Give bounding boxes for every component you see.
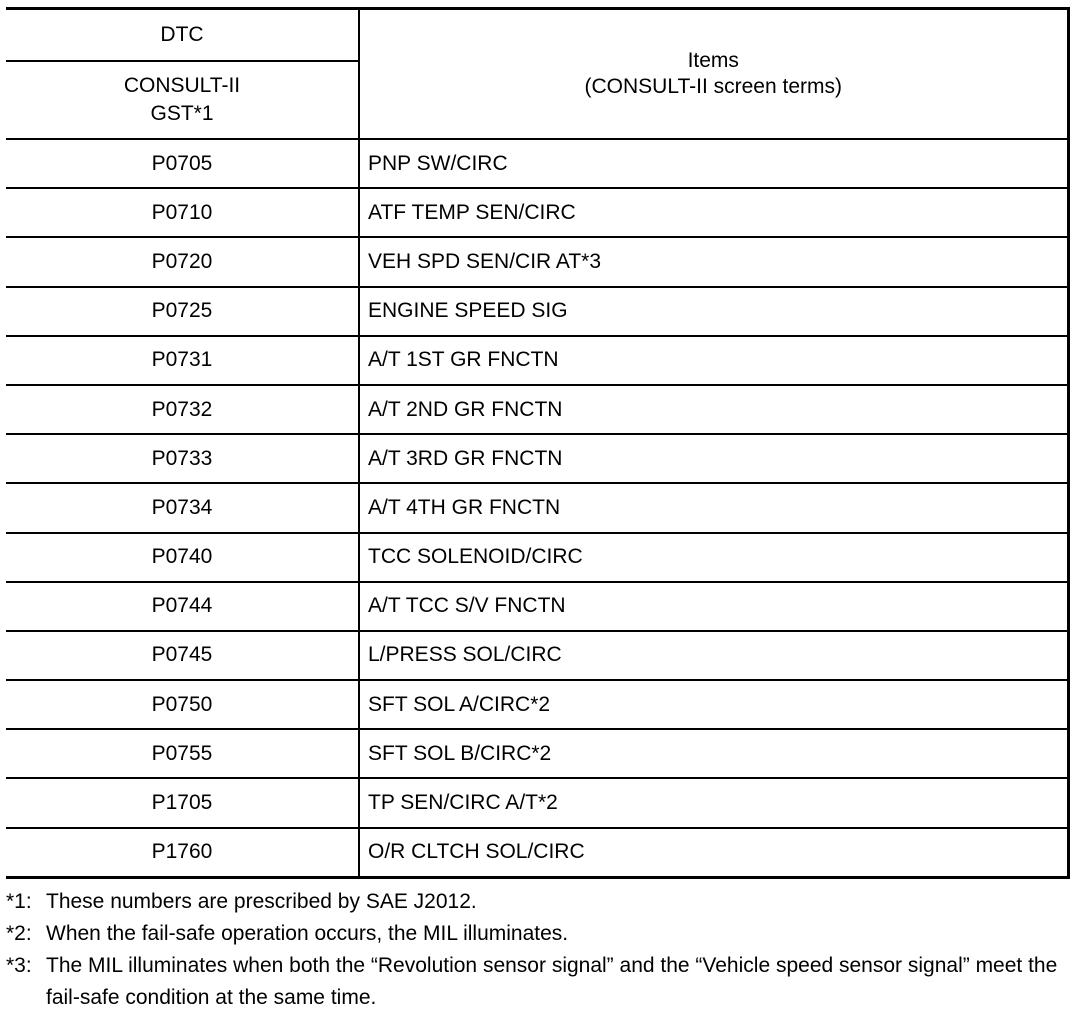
header-consult-gst — [6, 61, 359, 139]
dtc-table — [6, 7, 1070, 879]
header-items — [359, 9, 1068, 140]
dtc-item: PNP SW/CIRC — [359, 139, 1068, 188]
dtc-code: P0732 — [6, 385, 359, 434]
table-row — [6, 533, 1068, 582]
dtc-code: P1705 — [6, 778, 359, 827]
table-row — [6, 434, 1068, 483]
table-row — [6, 188, 1068, 237]
table-row — [6, 385, 1068, 434]
dtc-code: P0740 — [6, 533, 359, 582]
header-consult: CONSULT-II — [123, 74, 241, 97]
dtc-item: SFT SOL A/CIRC*2 — [359, 680, 1068, 729]
footnote — [6, 918, 1066, 950]
footnote — [6, 886, 1066, 918]
dtc-code: P0725 — [6, 287, 359, 336]
footnote-text: These numbers are prescribed by SAE J2012. — [46, 890, 477, 913]
table-row — [6, 778, 1068, 827]
table-row — [6, 729, 1068, 778]
dtc-code: P0734 — [6, 483, 359, 532]
dtc-item: VEH SPD SEN/CIR AT*3 — [359, 237, 1068, 286]
table-row — [6, 336, 1068, 385]
footnote-mark: *1: — [6, 890, 32, 913]
dtc-item: A/T 1ST GR FNCTN — [359, 336, 1068, 385]
footnotes — [6, 886, 1066, 1014]
header-items-title: Items — [687, 49, 739, 72]
table-row — [6, 631, 1068, 680]
dtc-code: P1760 — [6, 828, 359, 878]
table-row — [6, 483, 1068, 532]
header-dtc: DTC — [6, 9, 359, 62]
dtc-code: P0705 — [6, 139, 359, 188]
dtc-code: P0745 — [6, 631, 359, 680]
dtc-item: ATF TEMP SEN/CIRC — [359, 188, 1068, 237]
dtc-item: A/T TCC S/V FNCTN — [359, 582, 1068, 631]
footnote-mark: *3: — [6, 954, 32, 977]
table-row — [6, 680, 1068, 729]
table-row — [6, 828, 1068, 878]
dtc-item: ENGINE SPEED SIG — [359, 287, 1068, 336]
dtc-code: P0710 — [6, 188, 359, 237]
dtc-item: TCC SOLENOID/CIRC — [359, 533, 1068, 582]
dtc-code: P0720 — [6, 237, 359, 286]
dtc-code: P0755 — [6, 729, 359, 778]
dtc-code: P0733 — [6, 434, 359, 483]
header-items-subtitle: (CONSULT-II screen terms) — [584, 75, 842, 98]
dtc-item: A/T 3RD GR FNCTN — [359, 434, 1068, 483]
footnote-text: The MIL illuminates when both the “Revolution sensor signal” and the “Vehicle speed sensor signal” meet the fail-safe condition at the same time. — [46, 954, 1058, 1009]
footnote-text: When the fail-safe operation occurs, the MIL illuminates. — [46, 922, 569, 945]
dtc-item: TP SEN/CIRC A/T*2 — [359, 778, 1068, 827]
table-row — [6, 139, 1068, 188]
table-row — [6, 237, 1068, 286]
dtc-code: P0744 — [6, 582, 359, 631]
dtc-item: O/R CLTCH SOL/CIRC — [359, 828, 1068, 878]
table-header-row — [6, 9, 1068, 62]
header-gst: GST*1 — [150, 102, 214, 125]
dtc-item: L/PRESS SOL/CIRC — [359, 631, 1068, 680]
dtc-item: A/T 2ND GR FNCTN — [359, 385, 1068, 434]
dtc-item: A/T 4TH GR FNCTN — [359, 483, 1068, 532]
dtc-item: SFT SOL B/CIRC*2 — [359, 729, 1068, 778]
dtc-code: P0731 — [6, 336, 359, 385]
dtc-code: P0750 — [6, 680, 359, 729]
table-row — [6, 582, 1068, 631]
table-row — [6, 287, 1068, 336]
footnote — [6, 950, 1066, 1014]
footnote-mark: *2: — [6, 922, 32, 945]
